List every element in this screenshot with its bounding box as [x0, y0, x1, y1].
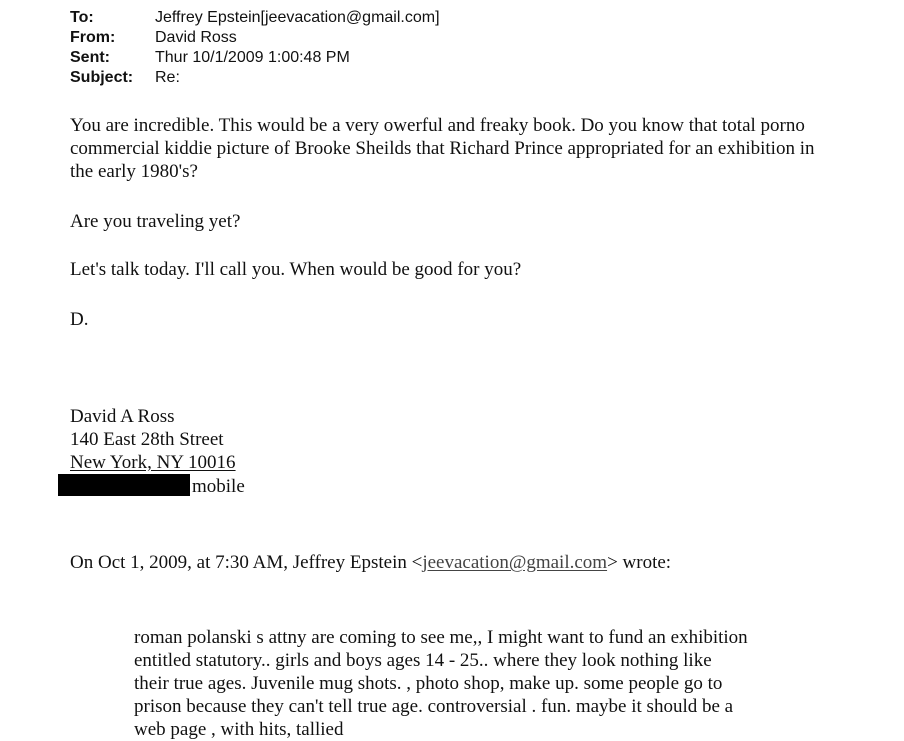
- quoted-line: roman polanski s attny are coming to see me,, I might want to fund an exhibition: [134, 627, 748, 648]
- signature-city: New York, NY 10016: [70, 452, 236, 473]
- body-paragraph-1-line: the early 1980's?: [70, 161, 198, 182]
- quoted-line: entitled statutory.. girls and boys ages 14 - 25.. where they look nothing like: [134, 650, 712, 671]
- signature-mobile-label: mobile: [192, 476, 245, 497]
- quoted-line: their true ages. Juvenile mug shots. , photo shop, make up. some people go to: [134, 673, 723, 694]
- body-paragraph-1-line: commercial kiddie picture of Brooke Sheilds that Richard Prince appropriated for an exhibition in: [70, 138, 815, 159]
- quoted-message: [134, 626, 894, 741]
- sent-value: Thur 10/1/2009 1:00:48 PM: [155, 49, 350, 66]
- redaction-bar: [58, 474, 190, 496]
- body-paragraph-3: Let's talk today. I'll call you. When would be good for you?: [70, 259, 522, 280]
- from-label: From:: [70, 29, 116, 46]
- signature-block: [70, 405, 245, 498]
- body-sign-off: D.: [70, 309, 89, 330]
- subject-value: Re:: [155, 69, 180, 86]
- subject-label: Subject:: [70, 69, 134, 86]
- to-row: [70, 8, 440, 28]
- sent-row: [70, 48, 440, 68]
- subject-row: [70, 68, 440, 88]
- from-value: David Ross: [155, 29, 237, 46]
- body-paragraph-2: Are you traveling yet?: [70, 211, 241, 232]
- body-paragraph-1-line: You are incredible. This would be a very owerful and freaky book. Do you know that total porno: [70, 115, 805, 136]
- reply-email-link[interactable]: jeevacation@gmail.com: [422, 552, 608, 573]
- sent-label: Sent:: [70, 49, 110, 66]
- signature-street: 140 East 28th Street: [70, 429, 224, 450]
- reply-attribution: [70, 551, 671, 574]
- reply-prefix: On Oct 1, 2009, at 7:30 AM, Jeffrey Epstein <: [70, 552, 423, 573]
- body-paragraph-1: [70, 114, 900, 183]
- quoted-line: web page , with hits, tallied: [134, 719, 344, 740]
- reply-suffix: > wrote:: [607, 552, 672, 573]
- signature-name: David A Ross: [70, 406, 175, 427]
- from-row: [70, 28, 440, 48]
- to-value: Jeffrey Epstein[jeevacation@gmail.com]: [155, 9, 440, 26]
- email-header: [70, 8, 440, 88]
- to-label: To:: [70, 9, 94, 26]
- signature-mobile-line: [70, 474, 245, 498]
- quoted-line: prison because they can't tell true age. controversial . fun. maybe it should be a: [134, 696, 734, 717]
